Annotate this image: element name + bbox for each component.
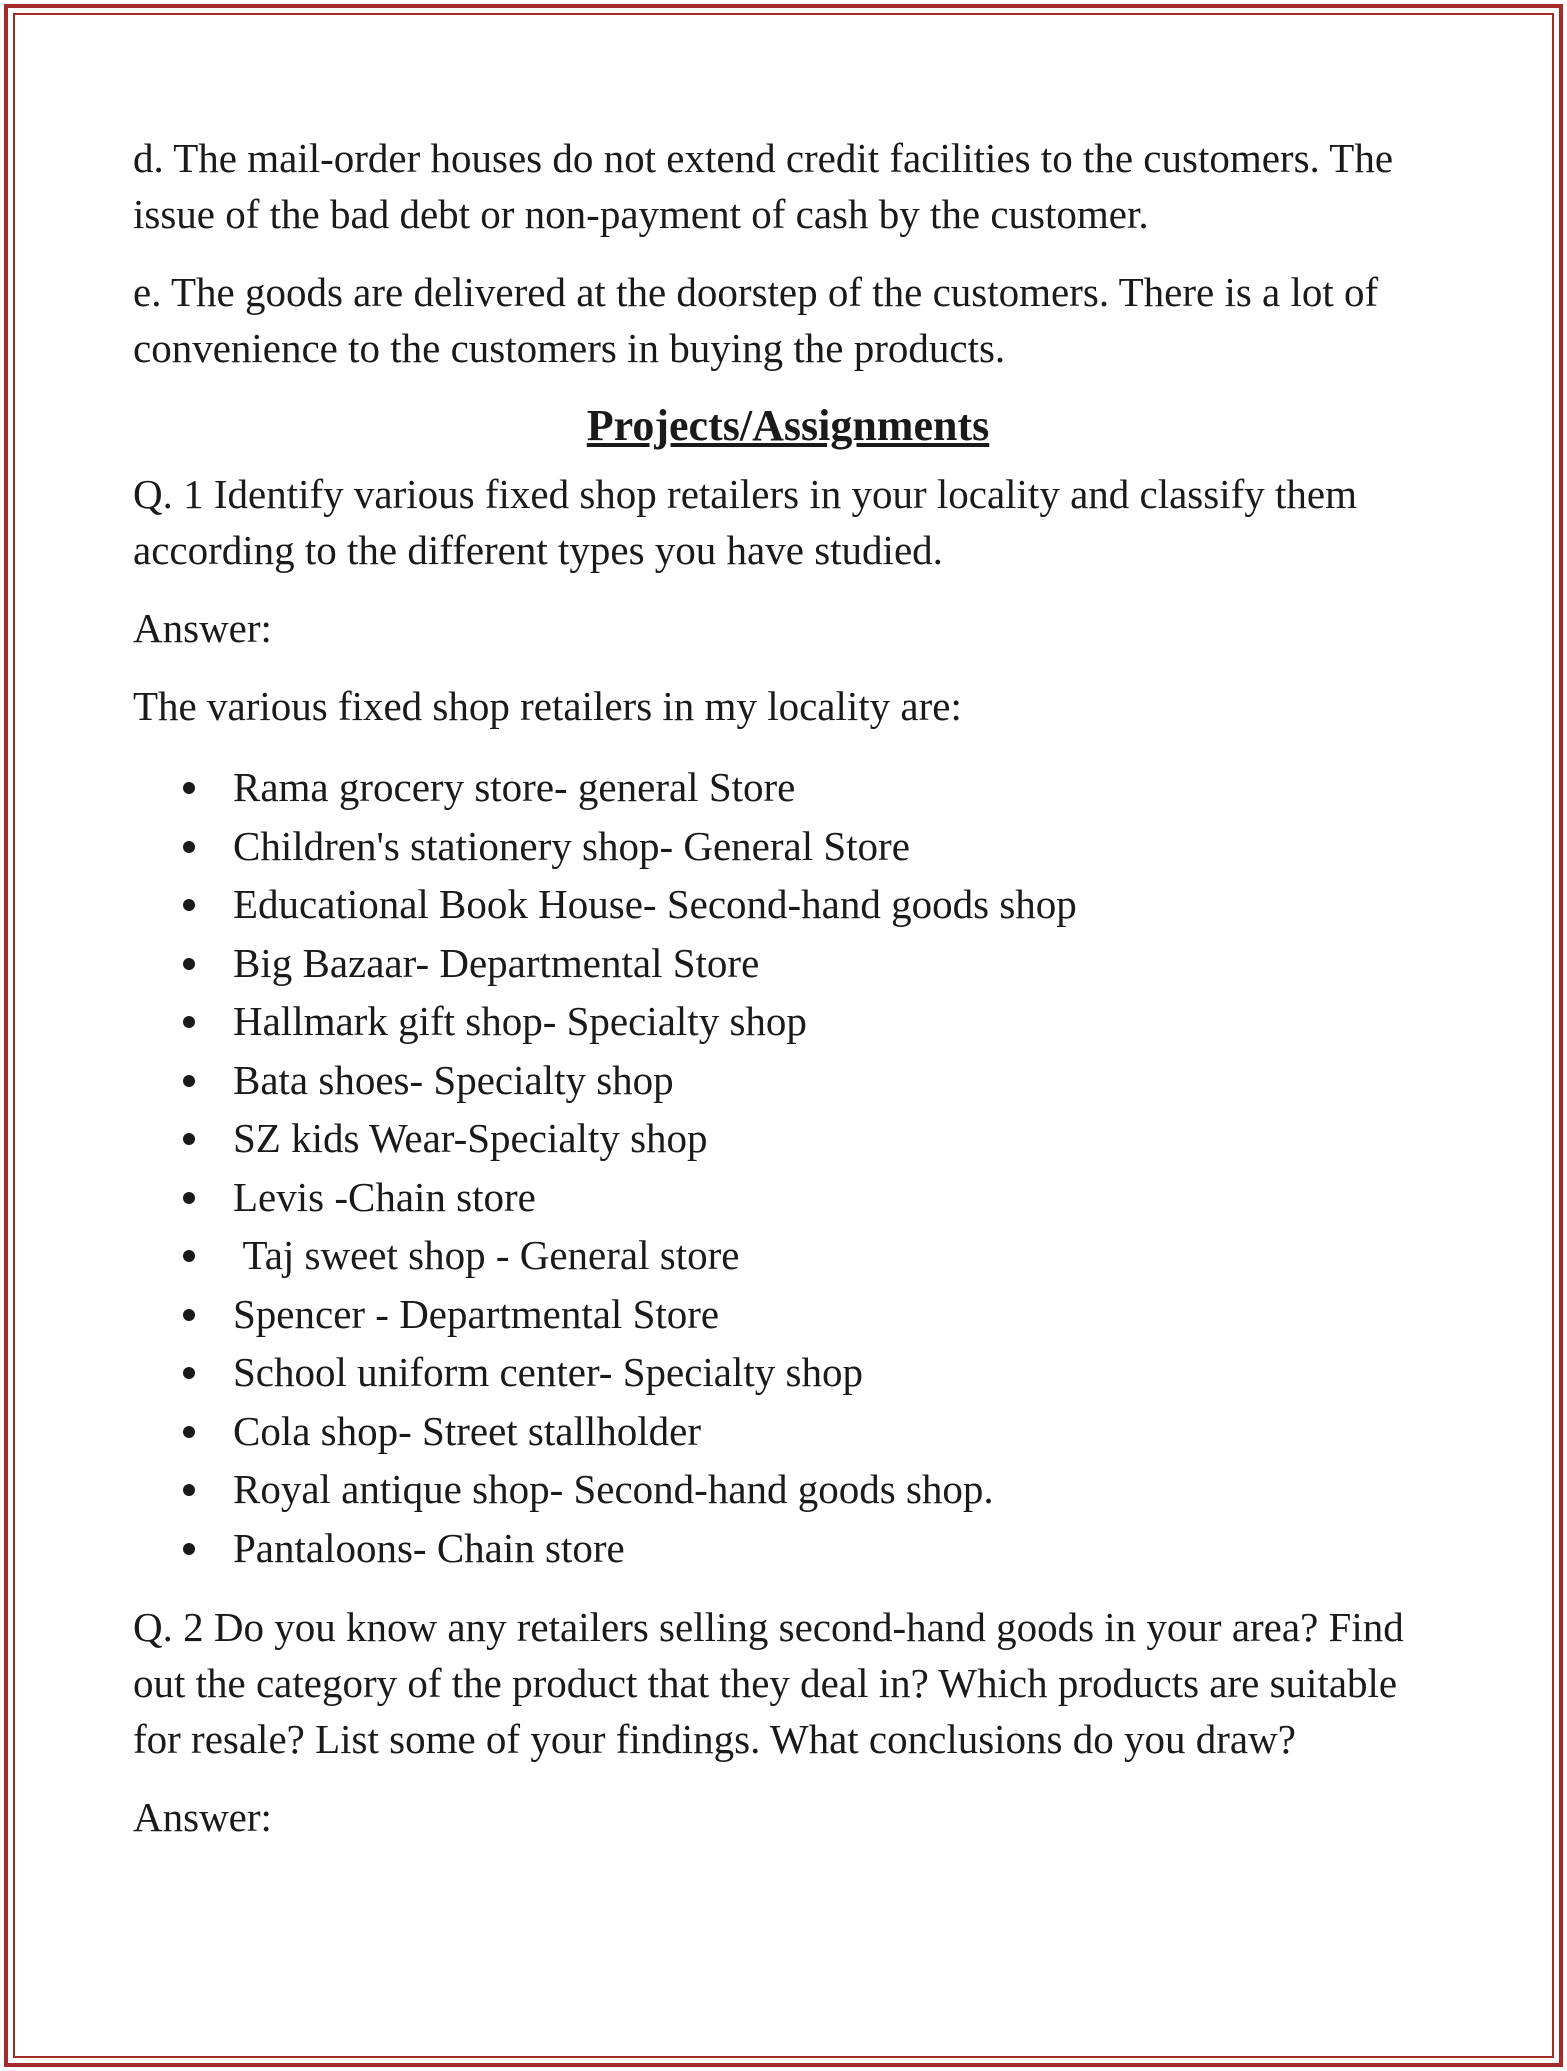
question-1: Q. 1 Identify various fixed shop retailers in your locality and classify them according to the different types you have studied. (133, 471, 1357, 573)
bullet-icon (183, 841, 195, 853)
paragraph-e: e. The goods are delivered at the doorstep of the customers. There is a lot of convenience to the customers in buying the products. (133, 269, 1379, 371)
bullet-icon (183, 1075, 195, 1087)
list-item: School uniform center- Specialty shop (181, 1343, 1443, 1402)
bullet-icon (183, 1309, 195, 1321)
answer-label-1: Answer: (133, 605, 272, 651)
bullet-icon (183, 1133, 195, 1145)
bullet-icon (183, 1484, 195, 1496)
list-item: Children's stationery shop- General Store (181, 817, 1443, 876)
document-body (133, 130, 1443, 1845)
section-heading: Projects/Assignments (586, 401, 990, 450)
retailer-list (133, 758, 1443, 1577)
list-item: SZ kids Wear-Specialty shop (181, 1109, 1443, 1168)
list-item: Taj sweet shop - General store (181, 1226, 1443, 1285)
answer-intro-1: The various fixed shop retailers in my locality are: (133, 683, 962, 729)
answer-label-2: Answer: (133, 1794, 272, 1840)
question-2: Q. 2 Do you know any retailers selling second-hand goods in your area? Find out the category of the product that they deal in? Which products are suitable for resale? List some of your findings. What conclusions do you draw? (133, 1604, 1404, 1762)
list-item: Educational Book House- Second-hand goods shop (181, 875, 1443, 934)
list-item: Bata shoes- Specialty shop (181, 1051, 1443, 1110)
list-item: Royal antique shop- Second-hand goods shop. (181, 1460, 1443, 1519)
bullet-icon (183, 782, 195, 794)
list-item: Pantaloons- Chain store (181, 1519, 1443, 1578)
bullet-icon (183, 958, 195, 970)
list-item: Levis -Chain store (181, 1168, 1443, 1227)
bullet-icon (183, 899, 195, 911)
paragraph-d: d. The mail-order houses do not extend credit facilities to the customers. The issue of the bad debt or non-payment of cash by the customer. (133, 135, 1394, 237)
list-item: Cola shop- Street stallholder (181, 1402, 1443, 1461)
bullet-icon (183, 1543, 195, 1555)
list-item: Big Bazaar- Departmental Store (181, 934, 1443, 993)
bullet-icon (183, 1426, 195, 1438)
bullet-icon (183, 1016, 195, 1028)
bullet-icon (183, 1367, 195, 1379)
bullet-icon (183, 1192, 195, 1204)
list-item: Rama grocery store- general Store (181, 758, 1443, 817)
bullet-icon (183, 1250, 195, 1262)
list-item: Hallmark gift shop- Specialty shop (181, 992, 1443, 1051)
list-item: Spencer - Departmental Store (181, 1285, 1443, 1344)
